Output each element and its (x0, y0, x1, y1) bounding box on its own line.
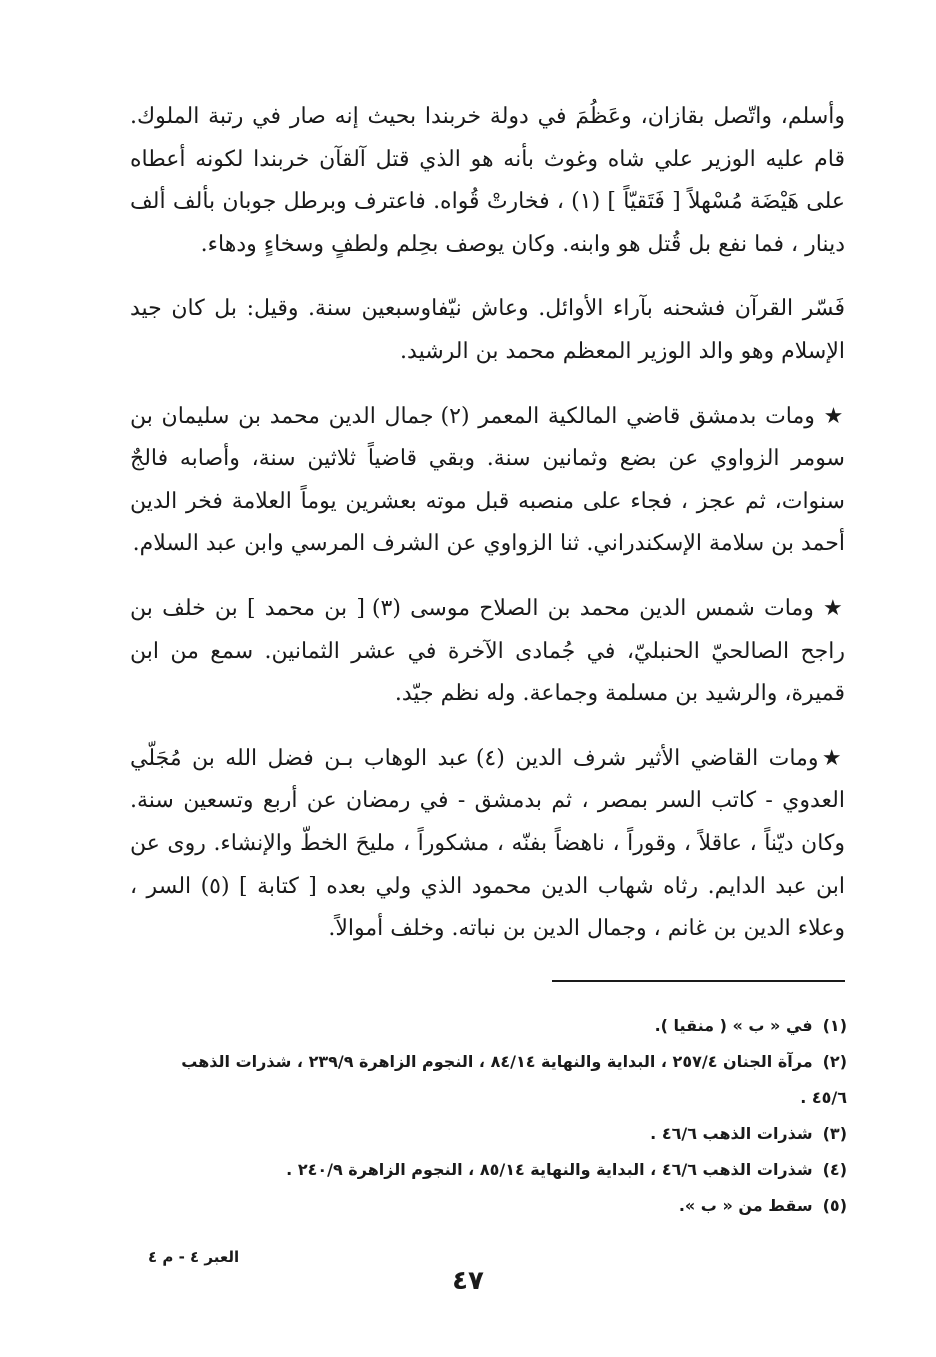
signature-mark: العبر ٤ - م ٤ (148, 1248, 240, 1266)
footnote-text: شذرات الذهب ٤٦/٦ ، البداية والنهاية ٨٥/١٤ ، النجوم الزاهرة ٢٤٠/٩ . (286, 1160, 813, 1179)
footnote-number: (٣) (822, 1124, 847, 1143)
footnote-2 (150, 1044, 847, 1116)
footnote-text: شذرات الذهب ٤٦/٦ . (650, 1124, 813, 1143)
footnote-1 (150, 1008, 847, 1044)
footnote-text: مرآة الجنان ٢٥٧/٤ ، البداية والنهاية ٨٤/١٤ ، النجوم الزاهرة ٢٣٩/٩ ، شذرات الذهب ٤٥/٦ . (181, 1052, 847, 1107)
paragraph-1: وأسلم، واتّصل بقازان، وعَظُمَ في دولة خربندا بحيث إنه صار في رتبة الملوك. قام عليه الوزير علي شاه وغوث بأنه هو الذي قتل آلقآن خربندا لكونه أعطاه على هَيْضَة مُسْهلاً [ فَتَقيّاً ] (١) ، فخارتْ قُواه. فاعترف وبرطل جوبان بألف ألف دينار ، فما نفع بل قُتل هو وابنه. وكان يوصف بحِلم ولطفٍ وسخاءٍ ودهاء. (130, 104, 845, 257)
paragraph-4: ★ ومات شمس الدين محمد بن الصلاح موسى (٣) [ بن محمد ] بن خلف بن راجح الصالحيّ الحنبليّ، في جُمادى الآخرة في عشر الثمانين. سمع من ابن قميرة، والرشيد بن مسلمة وجماعة. وله نظم جيّد. (130, 595, 845, 707)
footnote-number: (١) (822, 1016, 847, 1035)
paragraph-5: ★ومات القاضي الأثير شرف الدين (٤) عبد الوهاب بـن فضل الله بن مُجَلّي العدوي - كاتب السر بمصر ، ثم بدمشق - في رمضان عن أربع وتسعين سنة. وكان ديّناً ، عاقلاً ، وقوراً ، ناهضاً بفنّه ، مشكوراً ، مليحَ الخطّ والإنشاء. روى عن ابن عبد الدايم. رثاه شهاب الدين محمود الذي ولي بعده [ كتابة ] (٥) السر ، وعلاء الدين بن غانم ، وجمال الدين بن نباته. وخلف أموالاً. (130, 745, 846, 942)
footnote-number: (٤) (822, 1160, 847, 1179)
footnote-number: (٥) (822, 1196, 847, 1215)
page-number: ٤٧ (452, 1266, 484, 1296)
footnote-number: (٢) (822, 1052, 847, 1071)
main-text (130, 96, 845, 973)
paragraph-2: فَسّر القرآن فشحنه بآراء الأوائل. وعاش نيّفاوسبعين سنة. وقيل: بل كان جيد الإسلام وهو والد الوزير المعظم محمد بن الرشيد. (130, 296, 845, 364)
footnote-text: سقط من « ب ». (678, 1196, 813, 1215)
footnote-separator (552, 980, 845, 982)
footnote-text: في « ب » ( منقيا ). (654, 1016, 813, 1035)
footnote-4 (150, 1152, 847, 1188)
footnote-5 (150, 1188, 847, 1224)
footnotes (150, 1008, 847, 1224)
paragraph-3: ★ ومات بدمشق قاضي المالكية المعمر (٢) جمال الدين محمد بن سليمان بن سومر الزواوي عن بضع وثمانين سنة. وبقي قاضياً ثلاثين سنة، وأصابه فالجٌ سنوات، ثم عجز ، فجاء على منصبه قبل موته بعشرين يوماً العلامة فخر الدين أحمد بن سلامة الإسكندراني. ثنا الزواوي عن الشرف المرسي وابن عبد السلام. (130, 403, 846, 557)
footnote-3 (150, 1116, 847, 1152)
